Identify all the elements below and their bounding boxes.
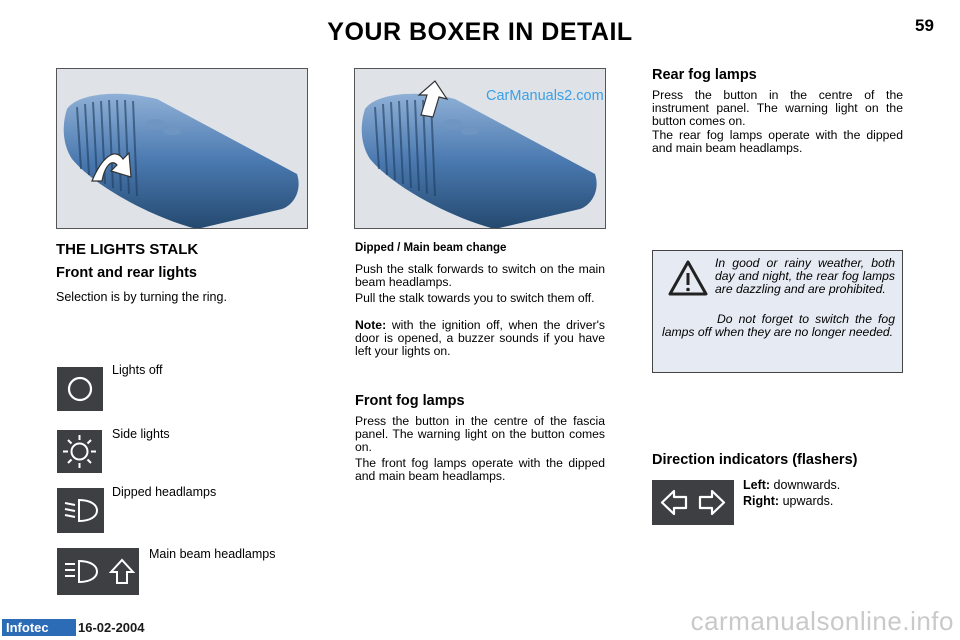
front-rear-lights-heading: Front and rear lights (56, 265, 197, 281)
footer-date: 16-02-2004 (78, 620, 145, 635)
note-paragraph (355, 319, 605, 358)
side-lights-icon (57, 430, 102, 473)
rear-fog-paragraph-1: Press the button in the centre of the instrument panel. The warning light on the button comes on. (652, 88, 903, 128)
rear-fog-paragraph-2: The rear fog lamps operate with the dipped and main beam headlamps. (652, 128, 903, 155)
dipped-paragraph-1: Push the stalk forwards to switch on the main beam headlamps. (355, 262, 605, 289)
watermark: carmanualsonline.info (690, 606, 954, 636)
note-text: with the ignition off, when the driver's door is opened, a buzzer sounds if you have left your lights on. (355, 318, 605, 358)
direction-indicators-icon (652, 480, 734, 525)
rear-fog-heading: Rear fog lamps (652, 67, 757, 83)
dipped-main-beam-heading: Dipped / Main beam change (355, 242, 507, 254)
dipped-headlamps-icon (57, 488, 104, 533)
main-beam-label: Main beam headlamps (149, 547, 276, 561)
front-fog-paragraph-2: The front fog lamps operate with the dipped and main beam headlamps. (355, 456, 605, 483)
light-stalk-ring-illustration (57, 69, 308, 229)
dipped-paragraph-2: Pull the stalk towards you to switch them off. (355, 291, 595, 305)
lights-off-label: Lights off (112, 363, 163, 377)
note-label: Note: (355, 318, 387, 332)
side-lights-label: Side lights (112, 427, 170, 441)
light-stalk-push-photo (354, 68, 606, 229)
lights-stalk-heading: THE LIGHTS STALK (56, 241, 199, 258)
dipped-headlamps-label: Dipped headlamps (112, 485, 217, 499)
right-indicator-text (743, 494, 833, 508)
page-title: YOUR BOXER IN DETAIL (327, 18, 633, 46)
warning-paragraph-2: Do not forget to switch the fog lamps off when they are no longer needed. (662, 312, 895, 339)
main-beam-headlamps-icon (57, 548, 139, 595)
page-number: 59 (915, 16, 934, 35)
light-stalk-ring-photo (56, 68, 308, 229)
ring-intro-text: Selection is by turning the ring. (56, 290, 227, 304)
infotec-logo: Infotec (2, 619, 76, 636)
left-indicator-value: downwards. (770, 478, 841, 492)
front-fog-paragraph-1: Press the button in the centre of the fascia panel. The warning light on the button comes on. (355, 414, 605, 454)
warning-box (652, 250, 903, 373)
right-indicator-label: Right: (743, 494, 780, 508)
front-fog-heading: Front fog lamps (355, 393, 465, 409)
direction-indicators-heading: Direction indicators (flashers) (652, 452, 858, 468)
warning-triangle-icon (667, 259, 709, 297)
left-indicator-label: Left: (743, 478, 771, 492)
lights-off-icon (57, 367, 103, 411)
left-indicator-text (743, 478, 840, 492)
site-tag: CarManuals2.com (486, 88, 604, 104)
warning-paragraph-1: In good or rainy weather, both day and night, the rear fog lamps are dazzling and are prohibited. (715, 256, 895, 296)
right-indicator-value: upwards. (779, 494, 834, 508)
